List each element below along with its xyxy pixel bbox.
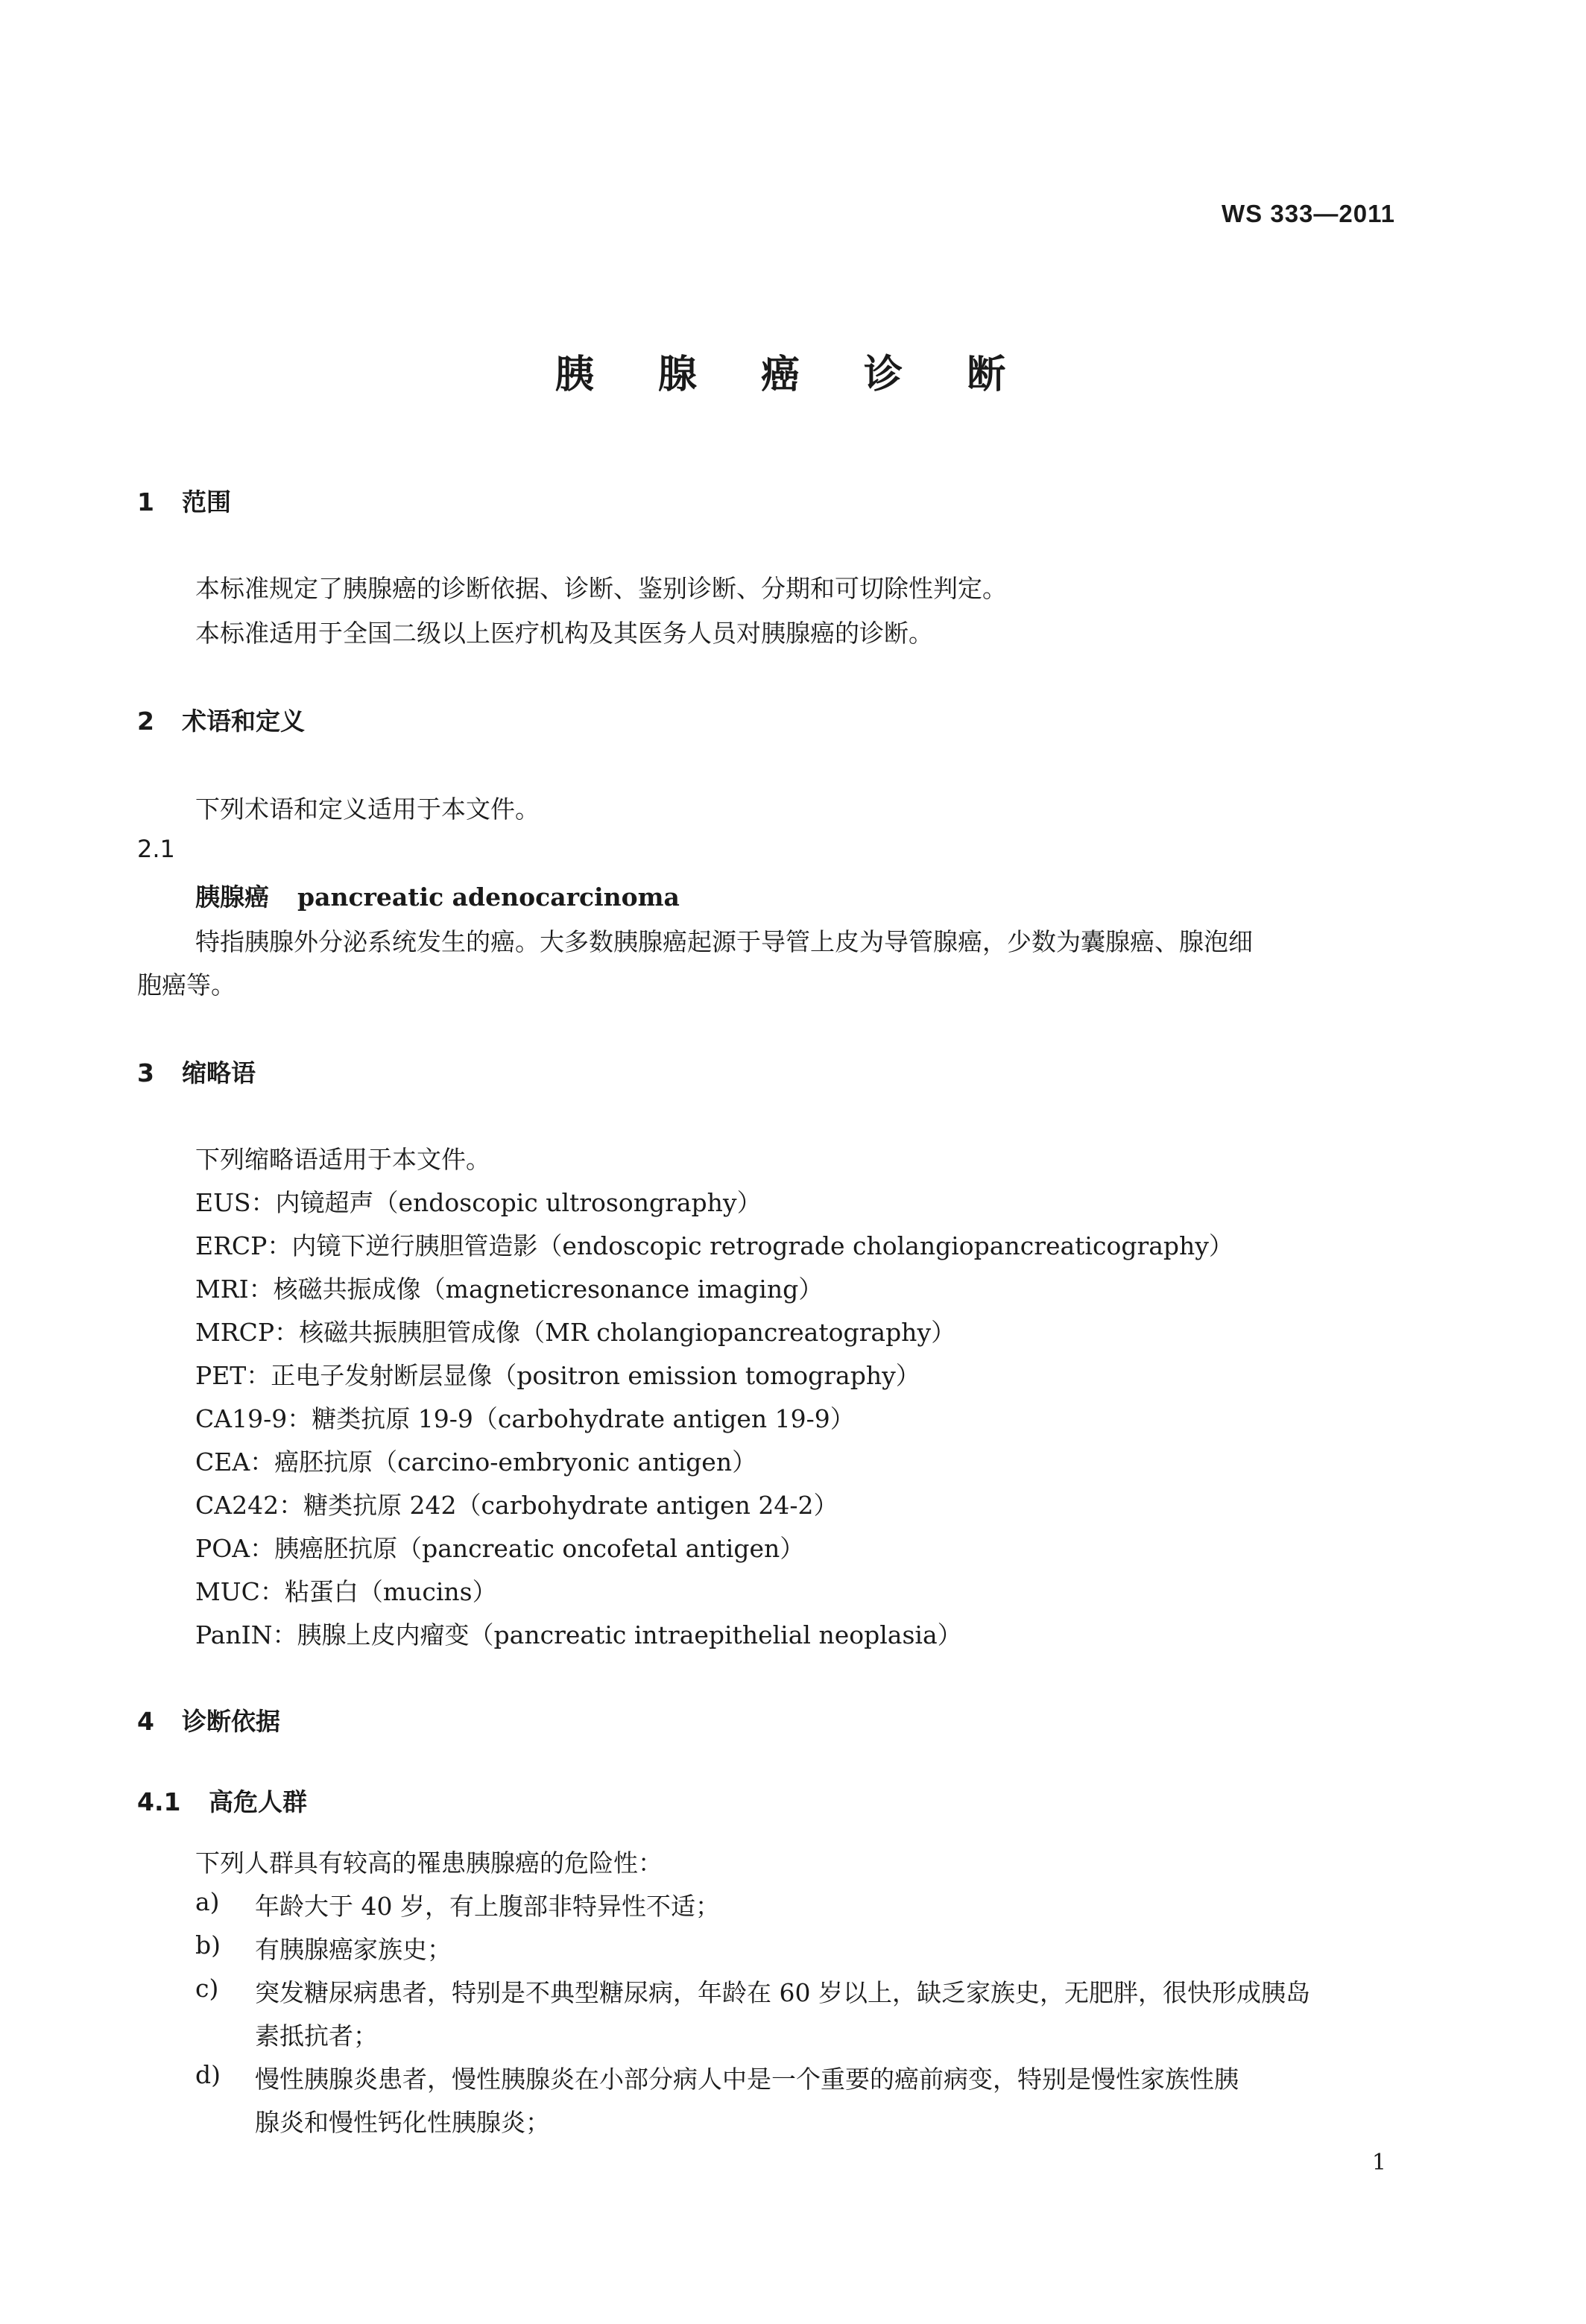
term-chinese: 胰腺癌 — [195, 882, 269, 912]
list-item-label: a) — [195, 1887, 220, 1916]
list-item-text: 腺炎和慢性钙化性胰腺炎； — [255, 2108, 550, 2137]
list-item-label: d) — [195, 2060, 221, 2089]
list-item-text: 年龄大于 40 岁，有上腹部非特异性不适； — [255, 1892, 720, 1921]
abbreviation-item: MRCP：核磁共振胰胆管成像（MR cholangiopancreatography） — [195, 1318, 956, 1347]
abbreviation-item: CEA：癌胚抗原（carcino-embryonic antigen） — [195, 1447, 757, 1477]
abbreviation-item: PanIN：胰腺上皮内瘤变（pancreatic intraepithelial neoplasia） — [195, 1620, 962, 1649]
list-item-text: 素抵抗者； — [255, 2021, 378, 2050]
abbreviation-item: CA19-9：糖类抗原 19-9（carbohydrate antigen 19-9） — [195, 1404, 855, 1433]
list-item-text: 慢性胰腺炎患者，慢性胰腺炎在小部分病人中是一个重要的癌前病变，特别是慢性家族性胰 — [255, 2065, 1239, 2094]
section-3-heading — [137, 1054, 256, 1089]
abbreviation-item: EUS：内镜超声（endoscopic ultrosongraphy） — [195, 1188, 762, 1217]
subsection-number: 2.1 — [137, 835, 175, 863]
list-item-label: b) — [195, 1930, 221, 1960]
section-title: 术语和定义 — [182, 707, 305, 736]
section-number: 1 — [137, 487, 154, 517]
list-item-text: 突发糖尿病患者，特别是不典型糖尿病，年龄在 60 岁以上，缺乏家族史，无肥胖，很快形成胰岛 — [255, 1978, 1310, 2007]
page-number: 1 — [1371, 2150, 1386, 2176]
subsection-number: 4.1 — [137, 1787, 181, 1816]
section-2-heading — [137, 702, 305, 737]
section-number: 3 — [137, 1058, 154, 1087]
abbreviation-item: PET：正电子发射断层显像（positron emission tomography） — [195, 1361, 920, 1390]
term-english: pancreatic adenocarcinoma — [297, 882, 680, 912]
abbreviation-item: MRI：核磁共振成像（magneticresonance imaging） — [195, 1275, 824, 1304]
section-title: 缩略语 — [182, 1058, 256, 1087]
paragraph: 本标准规定了胰腺癌的诊断依据、诊断、鉴别诊断、分期和可切除性判定。 — [195, 574, 1007, 603]
list-item-label: c) — [195, 1974, 219, 2003]
subsection-title: 高危人群 — [209, 1787, 307, 1816]
definition-line: 特指胰腺外分泌系统发生的癌。大多数胰腺癌起源于导管上皮为导管腺癌，少数为囊腺癌、腺泡细 — [195, 927, 1253, 956]
standard-code: WS 333—2011 — [1222, 200, 1395, 227]
section-number: 4 — [137, 1707, 154, 1736]
abbreviation-item: POA：胰癌胚抗原（pancreatic oncofetal antigen） — [195, 1534, 805, 1563]
abbreviation-item: MUC：粘蛋白（mucins） — [195, 1577, 497, 1606]
definition-line: 胞癌等。 — [137, 970, 236, 1000]
section-title: 范围 — [182, 487, 231, 517]
abbreviation-item: CA242：糖类抗原 242（carbohydrate antigen 24-2） — [195, 1491, 838, 1520]
paragraph: 下列人群具有较高的罹患胰腺癌的危险性： — [195, 1848, 663, 1878]
section-4-heading — [137, 1702, 280, 1737]
abbreviation-item: ERCP：内镜下逆行胰胆管造影（endoscopic retrograde cholangiopancreaticography） — [195, 1231, 1233, 1260]
list-item-text: 有胰腺癌家族史； — [255, 1935, 452, 1964]
section-1-heading — [137, 483, 231, 518]
subsection-4-1-heading — [137, 1783, 307, 1818]
section-number: 2 — [137, 707, 154, 736]
paragraph: 本标准适用于全国二级以上医疗机构及其医务人员对胰腺癌的诊断。 — [195, 619, 933, 648]
paragraph: 下列术语和定义适用于本文件。 — [195, 795, 540, 824]
section-title: 诊断依据 — [182, 1707, 280, 1736]
paragraph: 下列缩略语适用于本文件。 — [195, 1145, 490, 1174]
document-title: 胰 腺 癌 诊 断 — [555, 353, 1031, 397]
term-entry — [195, 878, 680, 913]
